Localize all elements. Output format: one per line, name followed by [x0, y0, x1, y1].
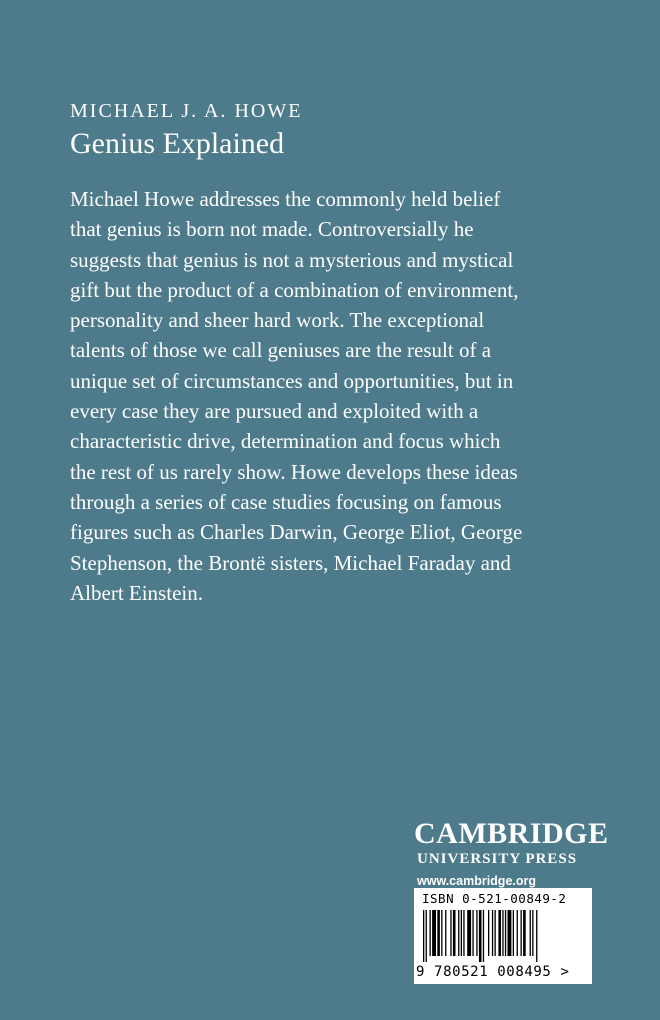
- barcode-stripe: [458, 910, 459, 956]
- barcode-stripe: [488, 910, 489, 956]
- barcode-stripe: [472, 910, 473, 956]
- isbn-text: ISBN 0-521-00849-2: [422, 891, 567, 906]
- barcode-stripe: [508, 910, 512, 956]
- barcode-stripe: [437, 910, 440, 956]
- barcode-stripe: [450, 910, 451, 956]
- barcode-stripe: [467, 910, 471, 956]
- barcode-stripe: [536, 910, 537, 962]
- blurb-line: figures such as Charles Darwin, George Eliot, George: [70, 520, 523, 545]
- blurb-line: every case they are pursued and exploited with a: [70, 399, 479, 424]
- barcode-stripe: [483, 910, 484, 962]
- barcode-stripe: [532, 910, 533, 956]
- barcode-stripe: [505, 910, 506, 956]
- blurb-line: talents of those we call geniuses are the result of a: [70, 338, 492, 363]
- book-title: Genius Explained: [70, 127, 285, 160]
- barcode-stripe: [492, 910, 493, 956]
- publisher-logo: [414, 817, 609, 888]
- publisher-name: CAMBRIDGE: [414, 817, 609, 850]
- barcode-stripe: [517, 910, 518, 956]
- blurb-line: personality and sheer hard work. The exceptional: [70, 308, 485, 333]
- barcode-stripe: [530, 910, 531, 956]
- publisher-subtitle: UNIVERSITY PRESS: [417, 851, 578, 867]
- barcode-stripe: [523, 910, 526, 956]
- barcode-stripe: [498, 910, 501, 956]
- barcode-icon: [423, 910, 583, 962]
- ean-text: 9 780521 008495 >: [416, 964, 570, 980]
- blurb-line: characteristic drive, determination and focus which: [70, 429, 501, 454]
- author-name: MICHAEL J. A. HOWE: [70, 100, 303, 122]
- barcode-stripe: [426, 910, 427, 962]
- blurb-line: suggests that genius is not a mysterious and mystical: [70, 247, 514, 272]
- barcode-stripe: [441, 910, 442, 956]
- barcode-stripe: [423, 910, 424, 962]
- barcode-stripe: [432, 910, 436, 956]
- barcode-stripe: [461, 910, 462, 956]
- barcode-stripe: [479, 910, 482, 962]
- barcode-stripe: [502, 910, 503, 956]
- barcode-stripe: [430, 910, 431, 956]
- blurb-line: unique set of circumstances and opportunities, but in: [70, 368, 514, 393]
- barcode-stripe: [513, 910, 514, 956]
- blurb: [70, 184, 610, 608]
- blurb-line: that genius is born not made. Controversially he: [70, 217, 474, 242]
- publisher-url: www.cambridge.org: [417, 874, 537, 888]
- blurb-line: through a series of case studies focusing on famous: [70, 489, 502, 514]
- blurb-line: gift but the product of a combination of environment,: [70, 277, 519, 302]
- blurb-line: the rest of us rarely show. Howe develops these ideas: [70, 459, 518, 484]
- barcode-stripe: [463, 910, 464, 956]
- barcode-stripe: [476, 910, 477, 956]
- blurb-line: Michael Howe addresses the commonly held belief: [70, 187, 501, 211]
- barcode-stripe: [521, 910, 522, 956]
- barcode-stripe: [453, 910, 456, 956]
- blurb-line: Stephenson, the Brontë sisters, Michael Faraday and: [70, 550, 511, 575]
- barcode-stripe: [495, 910, 496, 956]
- barcode-stripe: [445, 910, 446, 956]
- blurb-line: Albert Einstein.: [70, 580, 203, 605]
- barcode-label: [414, 888, 592, 984]
